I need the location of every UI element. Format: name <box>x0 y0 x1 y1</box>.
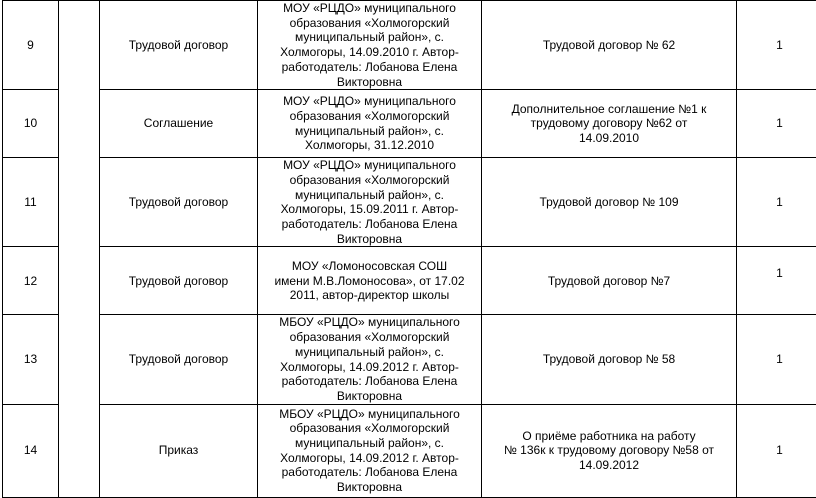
document-cell <box>482 315 737 404</box>
table-row <box>3 158 816 247</box>
row-number: 11 <box>3 158 59 247</box>
organization-line: работодатель: Лобанова Елена <box>281 374 458 389</box>
document-cell <box>482 158 737 247</box>
row-number: 12 <box>3 247 59 315</box>
doc-type: Соглашение <box>100 90 258 158</box>
quantity: 1 <box>737 1 816 90</box>
document-line: 14.09.2012 <box>578 458 640 472</box>
document-cell <box>482 90 737 158</box>
organization-cell <box>258 247 482 315</box>
organization-line: образования «Холмогорский <box>289 109 450 124</box>
quantity: 1 <box>737 90 816 158</box>
organization-line: Холмогоры, 14.09.2010 г. Автор- <box>280 45 459 60</box>
quantity <box>737 247 816 315</box>
organization-line: образования «Холмогорский <box>289 330 450 345</box>
merged-empty-column <box>59 1 100 498</box>
organization-line: МОУ «РЦДО» муниципального <box>283 1 456 15</box>
table-row <box>3 1 816 90</box>
organization-line: Викторовна <box>336 231 403 246</box>
quantity-value: 1 <box>776 265 783 280</box>
organization-line: образования «Холмогорский <box>289 15 450 30</box>
organization-line: Викторовна <box>336 480 403 495</box>
document-line: трудовому договору №62 от <box>530 116 688 131</box>
organization-line: работодатель: Лобанова Елена <box>281 465 458 480</box>
organization-line: работодатель: Лобанова Елена <box>281 217 458 232</box>
document-cell <box>482 404 737 497</box>
document-cell <box>482 1 737 90</box>
organization-line: работодатель: Лобанова Елена <box>281 59 458 74</box>
organization-line: муниципальный район», с. <box>294 435 445 450</box>
organization-line: МОУ «Ломоносовская СОШ <box>291 258 448 273</box>
quantity: 1 <box>737 315 816 404</box>
organization-line: образования «Холмогорский <box>289 172 450 187</box>
document-line: 14.09.2010 <box>578 131 640 146</box>
document-line: Трудовой договор № 58 <box>542 352 676 367</box>
documents-table-body <box>3 1 816 498</box>
table-row <box>3 247 816 315</box>
organization-line: муниципальный район», с. <box>294 344 445 359</box>
organization-cell <box>258 315 482 404</box>
table-row <box>3 404 816 497</box>
organization-line: имени М.В.Ломоносова», от 17.02 <box>274 273 465 288</box>
document-line: О приёме работника на работу <box>522 428 696 443</box>
organization-line: муниципальный район», с. <box>294 123 445 138</box>
organization-cell <box>258 90 482 158</box>
organization-line: Викторовна <box>336 74 403 89</box>
organization-line: Холмогоры, 31.12.2010 <box>304 138 435 153</box>
doc-type: Трудовой договор <box>100 1 258 90</box>
organization-line: Холмогоры, 14.09.2012 г. Автор- <box>280 359 459 374</box>
doc-type: Трудовой договор <box>100 315 258 404</box>
row-number: 10 <box>3 90 59 158</box>
table-row <box>3 315 816 404</box>
document-line: № 136к к трудовому договору №58 от <box>503 443 715 458</box>
organization-cell <box>258 158 482 247</box>
row-number: 9 <box>3 1 59 90</box>
organization-line: муниципальный район», с. <box>294 187 445 202</box>
document-line: Трудовой договор № 62 <box>542 37 676 52</box>
row-number: 14 <box>3 404 59 497</box>
organization-line: образования «Холмогорский <box>289 421 450 436</box>
doc-type: Трудовой договор <box>100 158 258 247</box>
document-line: Трудовой договор № 109 <box>539 194 679 209</box>
organization-line: 2011, автор-директор школы <box>289 288 450 303</box>
document-line: Дополнительное соглашение №1 к <box>511 101 707 116</box>
table-row <box>3 90 816 158</box>
organization-cell <box>258 404 482 497</box>
organization-line: МБОУ «РЦДО» муниципального <box>279 406 460 421</box>
organization-line: Холмогоры, 15.09.2011 г. Автор- <box>280 202 459 217</box>
organization-line: МОУ «РЦДО» муниципального <box>283 94 456 109</box>
documents-table <box>2 0 816 498</box>
row-number: 13 <box>3 315 59 404</box>
organization-line: муниципальный район», с. <box>294 30 445 45</box>
quantity: 1 <box>737 158 816 247</box>
organization-line: Викторовна <box>336 388 403 403</box>
organization-line: МБОУ «РЦДО» муниципального <box>279 315 460 330</box>
organization-line: Холмогоры, 14.09.2012 г. Автор- <box>280 450 459 465</box>
organization-line: МОУ «РЦДО» муниципального <box>283 158 456 173</box>
organization-cell <box>258 1 482 90</box>
document-line: Трудовой договор №7 <box>547 273 671 288</box>
quantity: 1 <box>737 404 816 497</box>
doc-type: Трудовой договор <box>100 247 258 315</box>
document-cell <box>482 247 737 315</box>
doc-type: Приказ <box>100 404 258 497</box>
